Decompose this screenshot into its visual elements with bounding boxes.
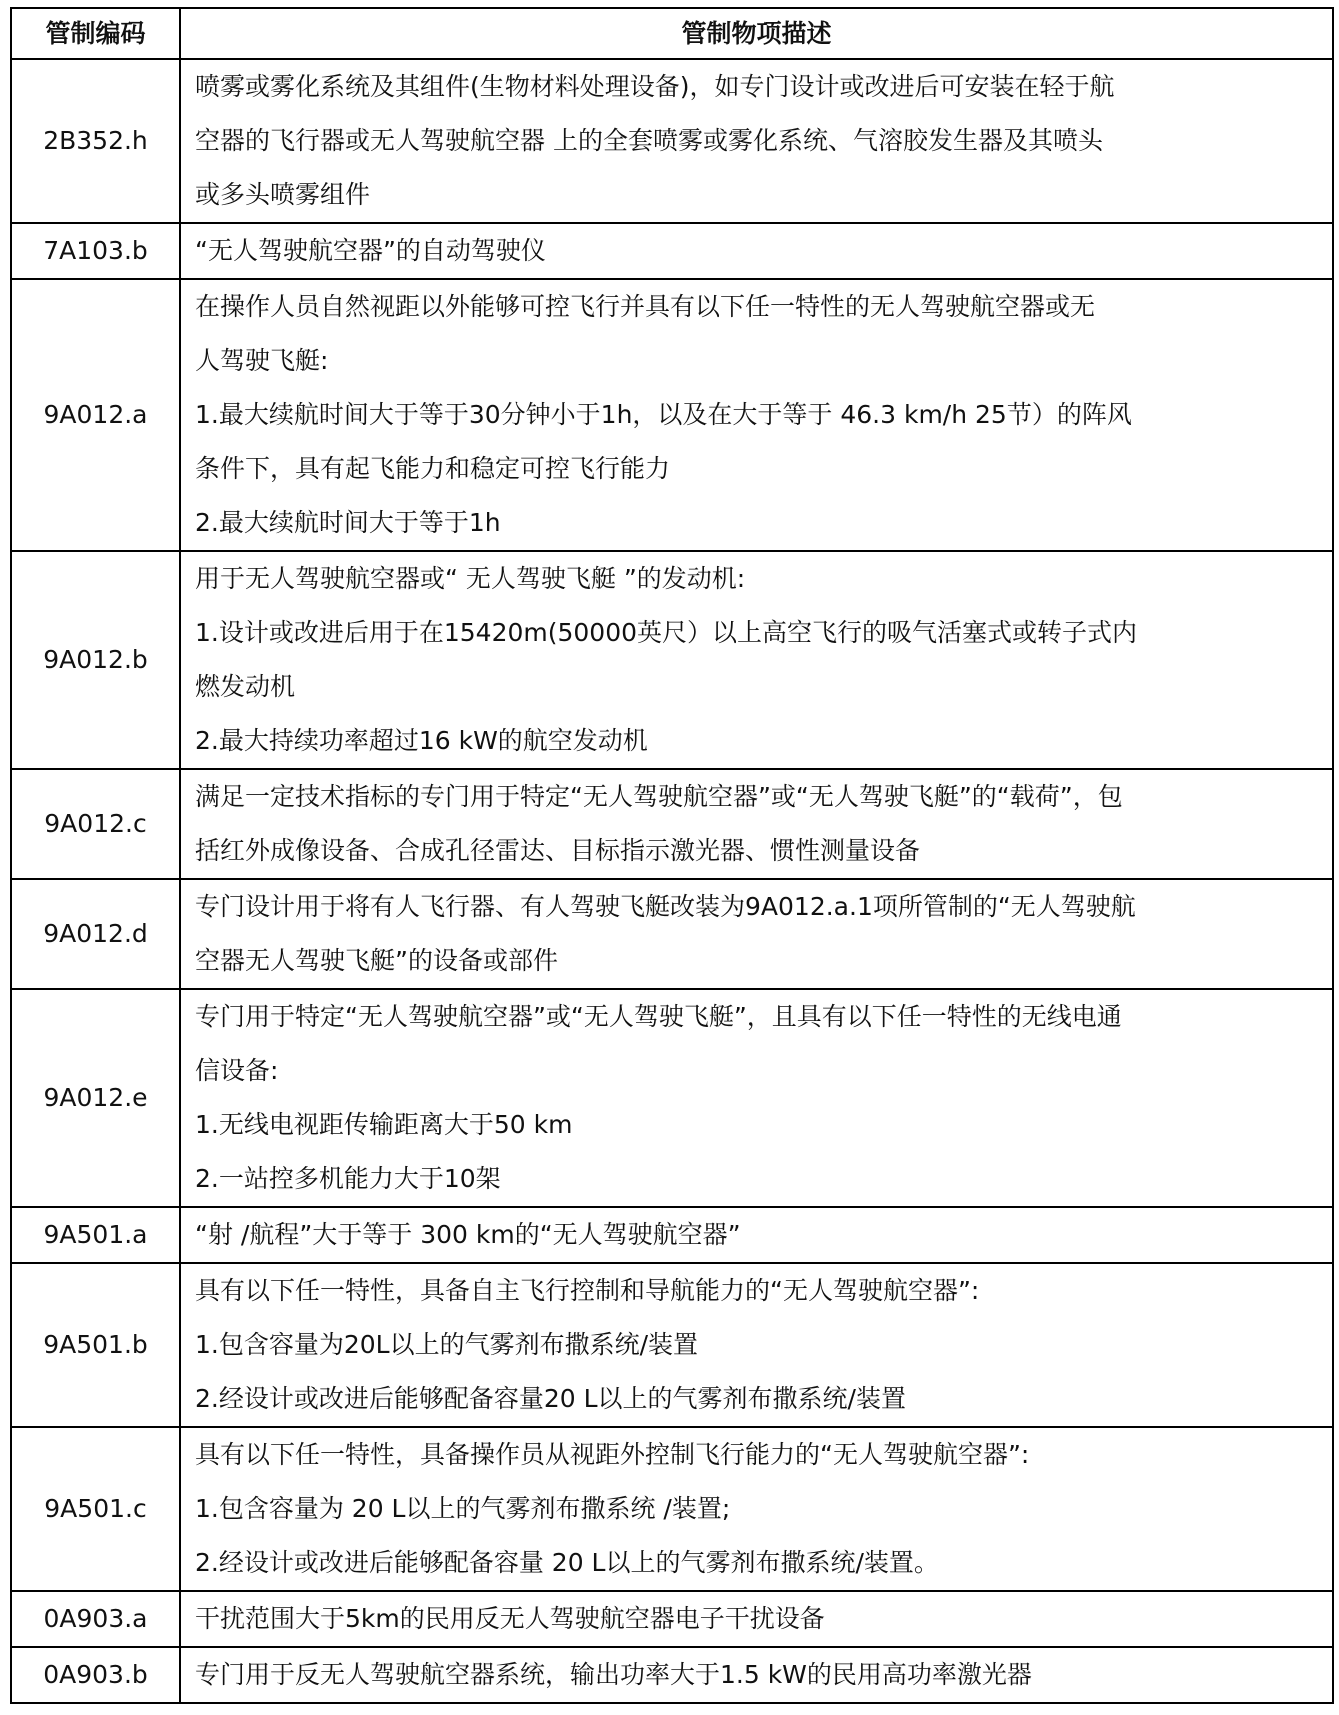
- control-code-cell: 2B352.h: [11, 59, 180, 223]
- description-line: 干扰范围大于5km的民用反无人驾驶航空器电子干扰设备: [195, 1604, 825, 1633]
- table-row: [11, 989, 1333, 1207]
- description-line: 人驾驶飞艇:: [195, 346, 329, 375]
- control-items-table: [10, 7, 1334, 1704]
- table-row: [11, 879, 1333, 989]
- control-code-cell: 9A012.c: [11, 769, 180, 879]
- table-row: [11, 279, 1333, 551]
- description-line: 专门设计用于将有人飞行器、有人驾驶飞艇改装为9A012.a.1项所管制的“无人驾驶航: [195, 892, 1136, 921]
- table-row: [11, 1647, 1333, 1703]
- header-description: 管制物项描述: [180, 8, 1333, 59]
- description-cell: [180, 1647, 1333, 1703]
- description-line: 1.包含容量为 20 L以上的气雾剂布撒系统 /装置;: [195, 1494, 731, 1523]
- description-line: 空器无人驾驶飞艇”的设备或部件: [195, 946, 558, 975]
- header-code: 管制编码: [11, 8, 180, 59]
- description-line: 用于无人驾驶航空器或“ 无人驾驶飞艇 ”的发动机:: [195, 564, 746, 593]
- description-line: 2.最大续航时间大于等于1h: [195, 508, 501, 537]
- control-code-cell: 9A501.c: [11, 1427, 180, 1591]
- description-line: 具有以下任一特性，具备操作员从视距外控制飞行能力的“无人驾驶航空器”:: [195, 1440, 1030, 1469]
- description-line: 2.一站控多机能力大于10架: [195, 1164, 501, 1193]
- description-cell: [180, 1207, 1333, 1263]
- description-line: 信设备:: [195, 1056, 279, 1085]
- description-line: 或多头喷雾组件: [195, 180, 371, 209]
- description-line: 1.无线电视距传输距离大于50 km: [195, 1110, 573, 1139]
- table-row: [11, 1427, 1333, 1591]
- description-cell: [180, 279, 1333, 551]
- control-code-cell: 9A501.b: [11, 1263, 180, 1427]
- description-cell: [180, 59, 1333, 223]
- description-line: 具有以下任一特性，具备自主飞行控制和导航能力的“无人驾驶航空器”:: [195, 1276, 980, 1305]
- description-line: 括红外成像设备、合成孔径雷达、目标指示激光器、惯性测量设备: [195, 836, 921, 865]
- control-code-cell: 0A903.b: [11, 1647, 180, 1703]
- description-line: “无人驾驶航空器”的自动驾驶仪: [195, 236, 546, 265]
- table-row: [11, 769, 1333, 879]
- table-row: [11, 59, 1333, 223]
- description-line: 条件下，具有起飞能力和稳定可控飞行能力: [195, 454, 671, 483]
- description-line: 满足一定技术指标的专门用于特定“无人驾驶航空器”或“无人驾驶飞艇”的“载荷”，包: [195, 782, 1123, 811]
- description-line: 喷雾或雾化系统及其组件(生物材料处理设备)，如专门设计或改进后可安装在轻于航: [195, 72, 1115, 101]
- table-row: [11, 1207, 1333, 1263]
- description-line: 2.经设计或改进后能够配备容量20 L以上的气雾剂布撒系统/装置: [195, 1384, 906, 1413]
- description-cell: [180, 879, 1333, 989]
- description-cell: [180, 989, 1333, 1207]
- table-row: [11, 1263, 1333, 1427]
- control-code-cell: 9A012.d: [11, 879, 180, 989]
- description-cell: [180, 1427, 1333, 1591]
- description-line: “射 /航程”大于等于 300 km的“无人驾驶航空器”: [195, 1220, 741, 1249]
- description-line: 在操作人员自然视距以外能够可控飞行并具有以下任一特性的无人驾驶航空器或无: [195, 292, 1096, 321]
- control-code-cell: 7A103.b: [11, 223, 180, 279]
- table-row: [11, 551, 1333, 769]
- description-cell: [180, 1263, 1333, 1427]
- control-code-cell: 9A012.e: [11, 989, 180, 1207]
- description-line: 专门用于特定“无人驾驶航空器”或“无人驾驶飞艇”，且具有以下任一特性的无线电通: [195, 1002, 1122, 1031]
- description-cell: [180, 769, 1333, 879]
- control-code-cell: 9A012.b: [11, 551, 180, 769]
- description-line: 专门用于反无人驾驶航空器系统，输出功率大于1.5 kW的民用高功率激光器: [195, 1660, 1032, 1689]
- table-row: [11, 1591, 1333, 1647]
- control-code-cell: 9A012.a: [11, 279, 180, 551]
- table-body: [11, 59, 1333, 1703]
- control-list-container: [10, 7, 1332, 1704]
- control-code-cell: 9A501.a: [11, 1207, 180, 1263]
- description-line: 1.最大续航时间大于等于30分钟小于1h，以及在大于等于 46.3 km/h 25节）的阵风: [195, 400, 1132, 429]
- description-line: 2.经设计或改进后能够配备容量 20 L以上的气雾剂布撒系统/装置。: [195, 1548, 939, 1577]
- table-row: [11, 223, 1333, 279]
- control-code-cell: 0A903.a: [11, 1591, 180, 1647]
- table-header-row: [11, 8, 1333, 59]
- description-line: 2.最大持续功率超过16 kW的航空发动机: [195, 726, 648, 755]
- description-line: 1.设计或改进后用于在15420m(50000英尺）以上高空飞行的吸气活塞式或转子式内: [195, 618, 1138, 647]
- description-cell: [180, 1591, 1333, 1647]
- description-line: 空器的飞行器或无人驾驶航空器 上的全套喷雾或雾化系统、气溶胶发生器及其喷头: [195, 126, 1103, 155]
- description-cell: [180, 223, 1333, 279]
- description-cell: [180, 551, 1333, 769]
- description-line: 1.包含容量为20L以上的气雾剂布撒系统/装置: [195, 1330, 699, 1359]
- description-line: 燃发动机: [195, 672, 296, 701]
